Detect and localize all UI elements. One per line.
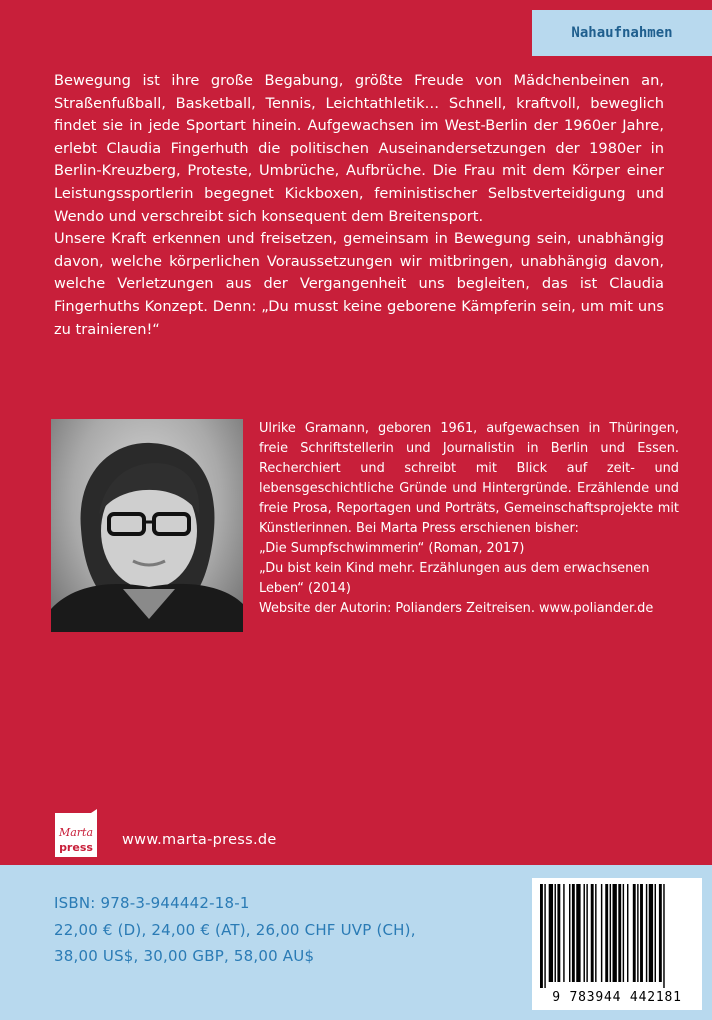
barcode-bar bbox=[555, 884, 556, 982]
publisher-logo-text: press bbox=[59, 841, 93, 854]
series-label: Nahaufnahmen bbox=[532, 10, 712, 56]
barcode-bar bbox=[659, 884, 662, 982]
book-blurb bbox=[54, 70, 664, 341]
barcode-bar bbox=[584, 884, 585, 982]
barcode-bar bbox=[646, 884, 647, 982]
author-work: „Die Sumpfschwimmerin“ (Roman, 2017) bbox=[259, 541, 525, 556]
blurb-paragraph-1: Bewegung ist ihre große Begabung, größte Freude von Mädchenbeinen an, Straßenfußball, Basketball, Tennis, Leichtathletik… Schnell, kraftvoll, beweglich findet sie in jede Sportart hinein. Aufgewachsen im West-Berlin der 1960er Jahre, erlebt Claudia Fingerhuth die politischen Auseinandersetzungen der 1980er in Berlin-Kreuzberg, Proteste, Umbrüche, Aufbrüche. Die Frau mit dem Körper einer Leistungssportlerin begegnet Kickboxen, feministischer Selbstverteidigung und Wendo und verschreibt sich konsequent dem Breitensport. bbox=[54, 72, 664, 225]
barcode-bar bbox=[549, 884, 553, 982]
blurb-paragraph-2: Unsere Kraft erkennen und freisetzen, gemeinsam in Bewegung sein, unabhängig davon, welche körperlichen Voraussetzungen wir mitbringen, unabhängig davon, welche Verletzungen aus der Vergangenheit uns begleiten, das ist Claudia Fingerhuths Konzept. Denn: „Du musst keine geborene Kämpferin sein, um mit uns zu trainieren!“ bbox=[54, 230, 664, 338]
author-bio bbox=[259, 419, 679, 619]
barcode-bar bbox=[605, 884, 608, 982]
barcode-bar bbox=[586, 884, 587, 982]
barcode-bars bbox=[532, 878, 702, 990]
barcode-bar bbox=[591, 884, 594, 982]
barcode-bar bbox=[613, 884, 617, 982]
barcode-bar bbox=[663, 884, 664, 988]
barcode-bar bbox=[633, 884, 636, 982]
commerce-band bbox=[0, 865, 712, 1020]
barcode-bar bbox=[540, 884, 543, 988]
barcode-bar bbox=[640, 884, 643, 982]
author-work: „Du bist kein Kind mehr. Erzählungen aus dem erwachsenen Leben“ (2014) bbox=[259, 561, 650, 596]
barcode-bar bbox=[563, 884, 564, 982]
barcode-bar bbox=[623, 884, 624, 982]
author-website: Website der Autorin: Polianders Zeitreisen. www.poliander.de bbox=[259, 601, 654, 616]
price-line: 22,00 € (D), 24,00 € (AT), 26,00 CHF UVP (CH), bbox=[54, 921, 416, 939]
barcode-bar bbox=[576, 884, 580, 982]
isbn: ISBN: 978-3-944442-18-1 bbox=[54, 894, 250, 912]
barcode-bar bbox=[557, 884, 560, 982]
barcode-bar bbox=[655, 884, 656, 982]
author-bio-text: Ulrike Gramann, geboren 1961, aufgewachsen in Thüringen, freie Schriftstellerin und Journalistin in Berlin und Essen. Recherchiert und schreibt mit Blick auf zeit- und lebensgeschichtliche Gründe und Hintergründe. Erzählende und freie Prosa, Reportagen und Porträts, Gemeinschaftsprojekte mit Künstlerinnen. Bei Marta Press erschienen bisher: bbox=[259, 421, 679, 536]
barcode-bar bbox=[595, 884, 596, 982]
price-line: 38,00 US$, 30,00 GBP, 58,00 AU$ bbox=[54, 947, 315, 965]
barcode bbox=[532, 878, 702, 1010]
barcode-bar bbox=[618, 884, 621, 982]
barcode-bar bbox=[610, 884, 611, 982]
publisher-logo-text: Marta bbox=[58, 826, 94, 839]
publisher-url[interactable]: www.marta-press.de bbox=[122, 832, 277, 848]
barcode-bar bbox=[649, 884, 653, 982]
barcode-bar bbox=[627, 884, 628, 982]
barcode-bar bbox=[601, 884, 602, 982]
barcode-bar bbox=[544, 884, 545, 988]
author-photo bbox=[51, 419, 243, 632]
barcode-digits: 9 783944 442181 bbox=[552, 990, 682, 1005]
barcode-bar bbox=[569, 884, 570, 982]
barcode-bar bbox=[572, 884, 575, 982]
publisher-logo bbox=[53, 809, 99, 857]
barcode-bar bbox=[637, 884, 638, 982]
